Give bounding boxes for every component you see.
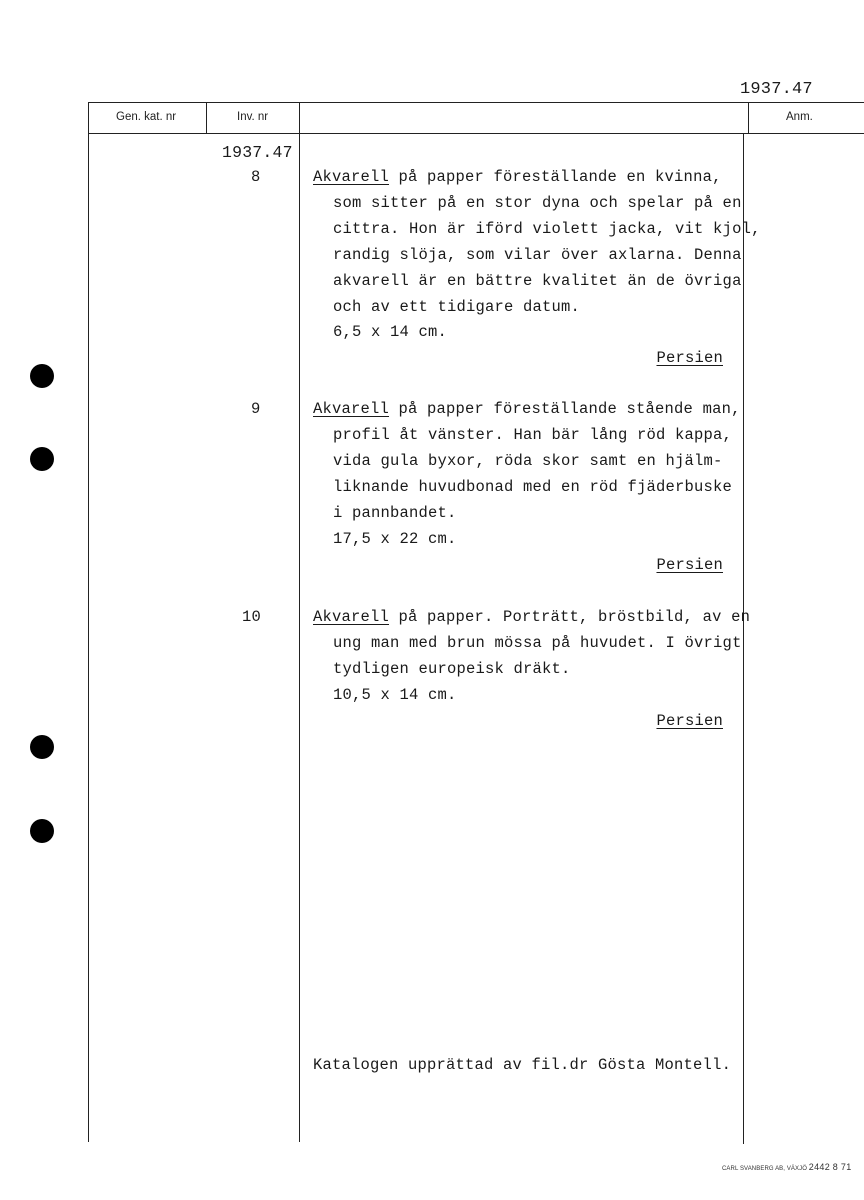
entry-origin: Persien xyxy=(656,556,723,574)
entry-nr: 8 xyxy=(251,168,261,186)
col-divider-3 xyxy=(743,134,744,1144)
entry-title-word: Akvarell xyxy=(313,168,390,186)
entry-first-rest: på papper föreställande en kvinna, xyxy=(389,168,722,186)
entry-dimensions: 6,5 x 14 cm. xyxy=(333,323,448,341)
col-divider-2 xyxy=(299,102,300,1142)
entry-origin: Persien xyxy=(656,349,723,367)
entry-line: profil åt vänster. Han bär lång röd kappa, xyxy=(333,426,733,444)
entry-line: i pannbandet. xyxy=(333,504,457,522)
entry-title-word: Akvarell xyxy=(313,400,390,418)
punch-hole xyxy=(30,735,54,759)
punch-hole xyxy=(30,819,54,843)
header-inv-nr: Inv. nr xyxy=(237,111,269,123)
left-border xyxy=(88,102,89,1142)
entry-line: randig slöja, som vilar över axlarna. Denna xyxy=(333,246,742,264)
col-divider-3-header xyxy=(748,102,749,134)
punch-hole xyxy=(30,364,54,388)
punch-hole xyxy=(30,447,54,471)
entry-first-line xyxy=(313,608,750,626)
entry-origin: Persien xyxy=(656,712,723,730)
entry-title-word: Akvarell xyxy=(313,608,390,626)
inv-prefix: 1937.47 xyxy=(222,143,293,162)
printer-footer xyxy=(722,1162,852,1172)
entry-line: vida gula byxor, röda skor samt en hjälm- xyxy=(333,452,723,470)
entry-first-line xyxy=(313,168,722,186)
entry-line: akvarell är en bättre kvalitet än de övriga xyxy=(333,272,742,290)
entry-dimensions: 17,5 x 22 cm. xyxy=(333,530,457,548)
page-number: 1937.47 xyxy=(740,80,813,99)
printer-name: CARL SVANBERG AB, VÄXJÖ xyxy=(722,1166,807,1172)
entry-line: liknande huvudbonad med en röd fjäderbuske xyxy=(333,478,733,496)
entry-line: som sitter på en stor dyna och spelar på en xyxy=(333,194,742,212)
entry-line: cittra. Hon är iförd violett jacka, vit kjol, xyxy=(333,220,761,238)
form-code: 2442 8 71 xyxy=(808,1162,852,1172)
header-gen-kat-nr: Gen. kat. nr xyxy=(116,111,177,123)
catalog-note: Katalogen upprättad av fil.dr Gösta Montell. xyxy=(313,1056,732,1074)
col-divider-1-header xyxy=(206,102,207,134)
header-anm: Anm. xyxy=(786,111,813,123)
entry-line: tydligen europeisk dräkt. xyxy=(333,660,571,678)
entry-first-line xyxy=(313,400,741,418)
entry-line: ung man med brun mössa på huvudet. I övrigt xyxy=(333,634,742,652)
entry-nr: 9 xyxy=(251,400,261,418)
entry-first-rest: på papper föreställande stående man, xyxy=(389,400,741,418)
entry-nr: 10 xyxy=(242,608,262,626)
entry-first-rest: på papper. Porträtt, bröstbild, av en xyxy=(389,608,751,626)
entry-line: och av ett tidigare datum. xyxy=(333,298,581,316)
entry-dimensions: 10,5 x 14 cm. xyxy=(333,686,457,704)
